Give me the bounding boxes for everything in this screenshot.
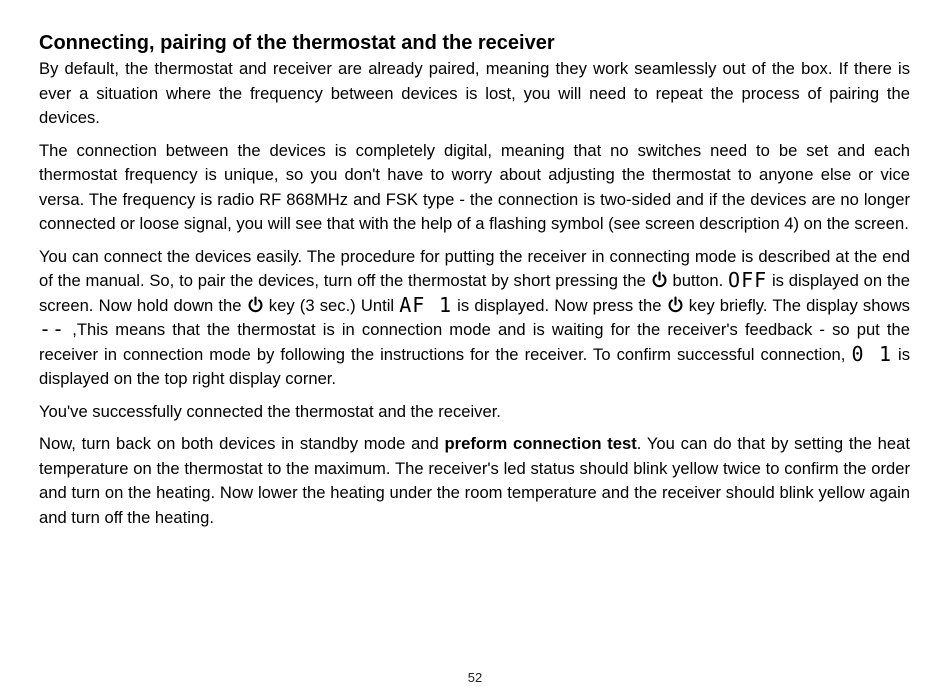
paragraph-success: You've successfully connected the thermostat and the receiver.	[39, 401, 501, 421]
manual-page	[39, 30, 910, 538]
text-run: You can connect the devices easily. The procedure for putting the receiver in connecting mode is described at the end of the manual. So, to pair the devices, turn off the thermostat by short pressing the	[39, 246, 910, 290]
paragraph-default-pairing: By default, the thermostat and receiver are already paired, meaning they work seamlessly out of the box. If there is ever a situation where the frequency between devices is lost, you will need to repeat the process of pairing the devices.	[39, 59, 910, 127]
text-run: is displayed. Now press the	[452, 295, 667, 315]
lcd-dash-display: --	[39, 317, 66, 341]
text-run: is displayed on the top right display corner.	[39, 344, 911, 388]
text-run: . You can do that by setting the heat temperature on the thermostat to the maximum. The receiver's led status should blink yellow twice to confirm the order and turn on the heating. Now lower the heating under the room temperature and the receiver should blink yellow again and turn off the heating.	[39, 434, 910, 527]
text-run: Now, turn back on both devices in standby mode and	[39, 434, 445, 453]
page-number: 52	[467, 670, 483, 685]
text-run: button.	[667, 271, 729, 290]
power-icon	[651, 271, 668, 288]
lcd-af1-display: AF 1	[399, 292, 452, 317]
lcd-01-display: 0 1	[851, 341, 892, 366]
power-icon	[247, 296, 264, 313]
paragraph-digital-connection: The connection between the devices is completely digital, meaning that no switches need to be set and each thermostat frequency is unique, so you don't have to worry about adjusting the thermostat to anyone else or vice versa. The frequency is radio RF 868MHz and FSK type - the connection is two-sided and if the devices are no longer connected or loose signal, you will see that with the help of a flashing symbol (see screen description 4) on the screen.	[39, 140, 910, 233]
text-run: key briefly. The display shows	[683, 295, 910, 315]
text-run: ,This means that the thermostat is in connection mode and is waiting for the receiver's feedback - so put the receiver in connection mode by following the instructions for the receiver. To confirm successful connection,	[39, 320, 910, 364]
power-icon	[667, 296, 684, 313]
paragraph-pairing-procedure	[39, 245, 910, 392]
paragraph-connection-test	[39, 432, 910, 530]
bold-phrase: preform connection test	[444, 434, 637, 453]
section-heading: Connecting, pairing of the thermostat and the receiver	[39, 32, 555, 54]
text-run: key (3 sec.) Until	[263, 295, 400, 315]
lcd-off-display: OFF	[728, 268, 768, 292]
text-run: is displayed on the screen. Now hold down the	[39, 271, 911, 315]
